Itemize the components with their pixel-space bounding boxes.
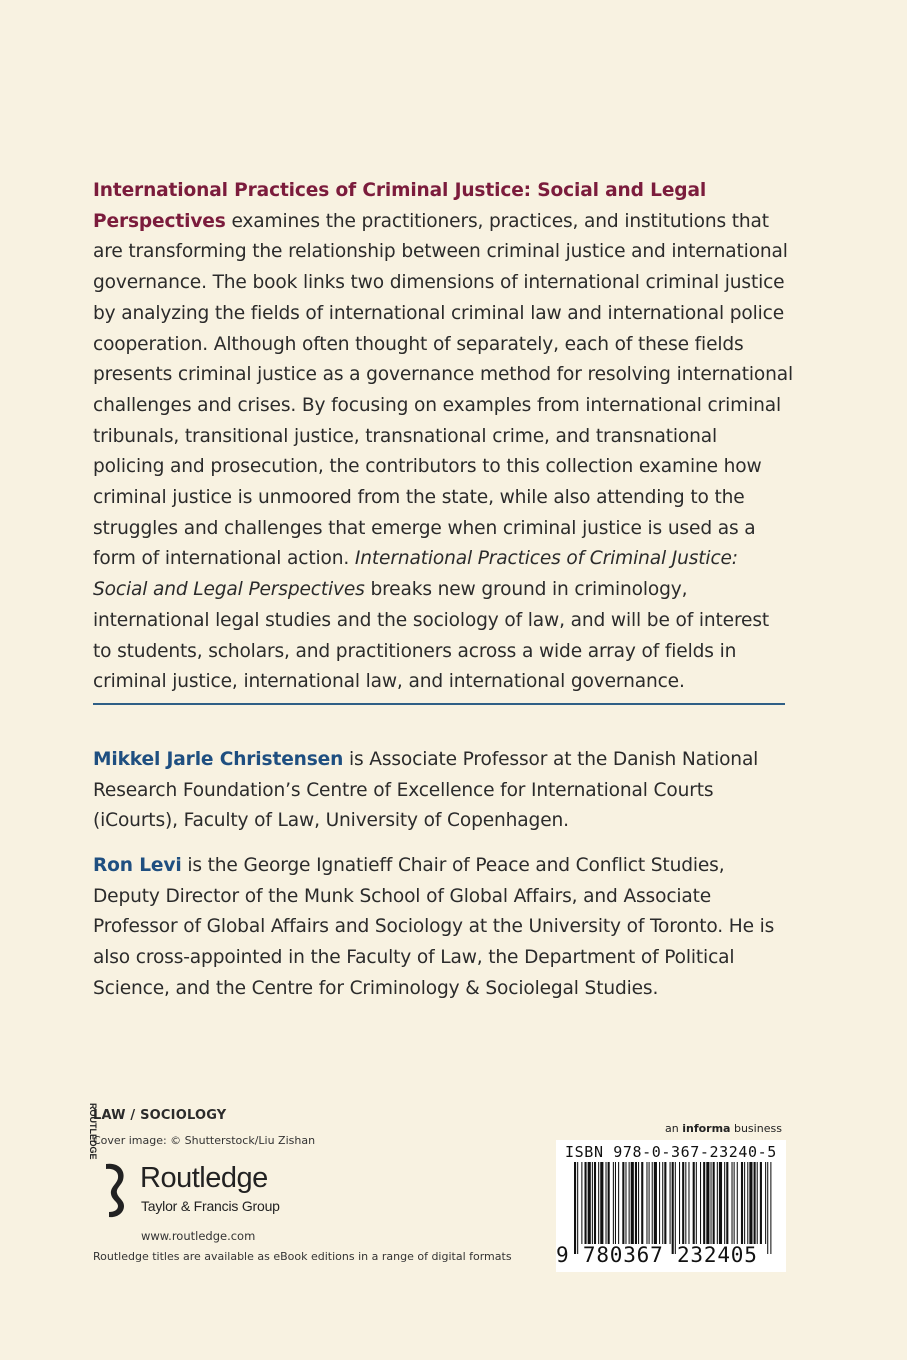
section-divider: [93, 703, 785, 705]
barcode-bar: [581, 1162, 582, 1244]
barcode-bar: [592, 1162, 593, 1244]
author-bio-2: [93, 851, 793, 1005]
barcode-bar: [682, 1162, 684, 1244]
barcode-bar: [638, 1162, 639, 1244]
cover-image-credit: Cover image: © Shutterstock/Liu Zishan: [93, 1134, 316, 1147]
barcode-bar: [577, 1162, 578, 1254]
description-text-1: examines the practitioners, practices, and institutions that are transforming the relationship between criminal justice and international governance. The book links two dimensions of international criminal justice by analyzing the fields of international criminal law and international police cooperation. Although often thought of separately, each of these fields presents criminal justice as a governance method for resolving international challenges and crises. By focusing on examples from international criminal tribunals, transitional justice, transnational crime, and transnational policing and prosecution, the contributors to this collection examine how criminal justice is unmoored from the state, while also attending to the struggles and challenges that emerge when criminal justice is used as a form of international action.: [93, 210, 794, 570]
barcode-bar: [706, 1162, 709, 1244]
barcode-bar: [574, 1162, 576, 1254]
barcode-bar: [757, 1162, 758, 1244]
barcode-bar: [629, 1162, 630, 1244]
publisher-url: www.routledge.com: [141, 1229, 256, 1243]
barcode-bar: [724, 1162, 725, 1244]
barcode-bar: [613, 1162, 614, 1244]
logo-vertical-text: ROUTLEDGE: [88, 1103, 98, 1160]
barcode-bar: [675, 1162, 676, 1254]
barcode-bar: [600, 1162, 603, 1244]
barcode-bar: [754, 1162, 756, 1244]
barcode-bar: [664, 1162, 666, 1244]
barcode-bar: [641, 1162, 643, 1244]
barcode-bar: [622, 1162, 624, 1244]
author-bio-text-1: is Associate Professor at the Danish National Research Foundation’s Centre of Excellence for International Courts (iCourts), Faculty of Law, University of Copenhagen.: [93, 749, 759, 832]
subject-category: LAW / SOCIOLOGY: [93, 1108, 227, 1123]
barcode-bar: [598, 1162, 599, 1244]
barcode-bar: [700, 1162, 701, 1244]
barcode-bar: [711, 1162, 712, 1244]
barcode-bar: [770, 1162, 771, 1254]
barcode-bar: [631, 1162, 634, 1244]
barcode-bar: [732, 1162, 733, 1244]
book-description: [93, 176, 793, 698]
barcode-bar: [765, 1162, 766, 1244]
barcode-bar: [719, 1162, 722, 1244]
barcode-bar: [594, 1162, 596, 1244]
barcode-bar: [744, 1162, 745, 1244]
barcode-bar: [747, 1162, 748, 1244]
barcode-bar: [652, 1162, 653, 1244]
ebook-note: Routledge titles are available as eBook editions in a range of digital formats: [93, 1250, 512, 1263]
barcode-bar: [606, 1162, 607, 1244]
barcode-number: 9 780367 232405: [556, 1243, 758, 1267]
publisher-tagline: Taylor & Francis Group: [141, 1198, 280, 1214]
publisher-name: Routledge: [140, 1162, 268, 1194]
barcode-bar: [760, 1162, 762, 1244]
barcode-bar: [679, 1162, 680, 1244]
barcode-bar: [685, 1162, 686, 1244]
barcode-bar: [649, 1162, 650, 1244]
isbn-label: ISBN 978-0-367-23240-5: [565, 1143, 777, 1161]
barcode-bar: [696, 1162, 697, 1244]
barcode-bar: [615, 1162, 616, 1244]
routledge-logo-icon: [88, 1103, 132, 1220]
barcode-bar: [767, 1162, 768, 1254]
barcode-bar: [659, 1162, 660, 1244]
isbn-barcode: [556, 1140, 786, 1272]
barcode-bar: [749, 1162, 752, 1244]
author-name-1: Mikkel Jarle Christensen: [93, 749, 344, 770]
barcode-bar: [703, 1162, 705, 1244]
barcode-bar: [737, 1162, 738, 1244]
informa-business-label: an informa business: [665, 1122, 782, 1135]
author-bio-text-2: is the George Ignatieff Chair of Peace and Conflict Studies, Deputy Director of the Munk School of Global Affairs, and Associate Professor of Global Affairs and Sociology at the University of Toronto. He is also cross-appointed in the Faculty of Law, the Department of Political Science, and the Centre for Criminology & Sociolegal Studies.: [93, 855, 775, 999]
barcode-bar: [672, 1162, 674, 1254]
barcode-bar: [688, 1162, 689, 1244]
barcode-bar: [717, 1162, 718, 1244]
barcode-bar: [726, 1162, 728, 1244]
barcode-bar: [654, 1162, 657, 1244]
barcode-bar: [693, 1162, 695, 1244]
barcode-bar: [635, 1162, 637, 1244]
barcode-bar: [713, 1162, 715, 1244]
author-name-2: Ron Levi: [93, 855, 182, 876]
barcode-bar: [670, 1162, 671, 1244]
barcode-bars: [574, 1162, 774, 1254]
barcode-bar: [608, 1162, 610, 1244]
barcode-bar: [734, 1162, 735, 1244]
description-text-2: breaks new ground in criminology, international legal studies and the sociology of law, and will be of interest to students, scholars, and practitioners across a wide array of fields in criminal justice, international law, and international governance.: [93, 579, 770, 693]
barcode-bar: [646, 1162, 647, 1244]
barcode-bar: [625, 1162, 626, 1244]
book-title-italic: International Practices of Criminal Justice: Social and Legal Perspectives: [93, 548, 738, 601]
barcode-bar: [585, 1162, 587, 1244]
author-bio-1: [93, 745, 793, 837]
barcode-bar: [618, 1162, 619, 1244]
book-title: International Practices of Criminal Justice: Social and Legal Perspectives: [93, 180, 707, 232]
informa-brand: informa: [682, 1122, 731, 1135]
barcode-bar: [741, 1162, 743, 1244]
barcode-bar: [662, 1162, 663, 1244]
barcode-bar: [588, 1162, 591, 1244]
